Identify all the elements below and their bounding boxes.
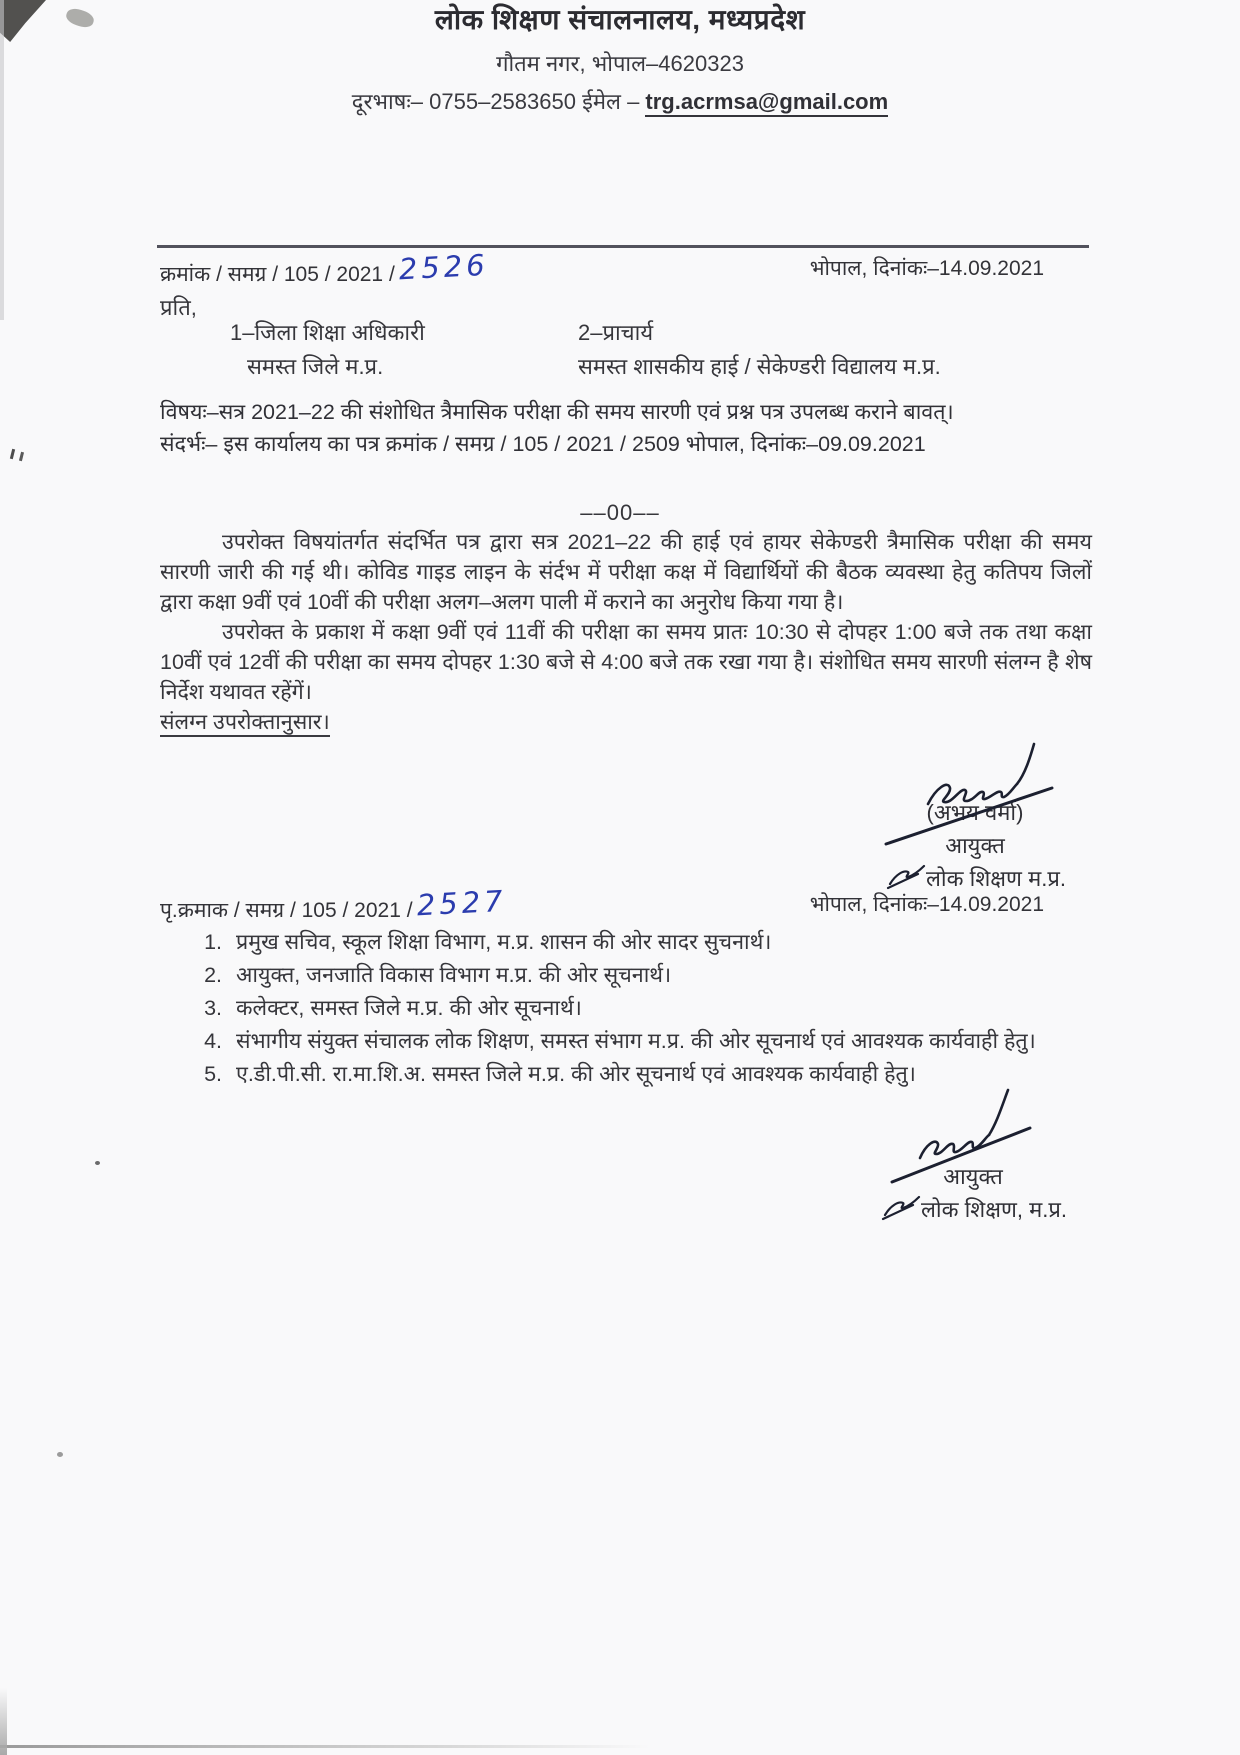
letter-body [160,527,1092,737]
scan-artifact-dot [57,1452,63,1457]
endorsement-copy-list [198,926,1098,1091]
endorsement-place-date: भोपाल, दिनांकः–14.09.2021 [809,893,1044,916]
scan-artifact-bottom-edge [0,1745,650,1748]
section-separator: ––00–– [580,500,660,525]
scan-artifact-bottom-smudge [0,1688,7,1755]
signatory-designation: आयुक्त [945,833,1005,858]
subject-line: विषयः–सत्र 2021–22 की संशोधित त्रैमासिक परीक्षा की समय सारणी एवं प्रश्न पत्र उपलब्ध कराने बावत्। [160,400,954,424]
org-name: लोक शिक्षण संचालनालय, मध्यप्रदेश [434,4,806,35]
list-item: 3. कलेक्टर, समस्त जिले म.प्र. की ओर सूचनार्थ। [204,996,582,1020]
letter-number [160,247,490,288]
org-contact [0,86,1240,116]
org-address: गौतम नगर, भोपाल–4620323 [496,51,744,76]
enclosure-note: संलग्न उपरोक्तानुसार। [160,707,1092,737]
signatory-name: (अभय वर्मा) [926,800,1024,825]
initials-flourish-icon [879,1193,923,1223]
signature-block-commissioner-2 [848,1160,1098,1226]
place-date: भोपाल, दिनांकः–14.09.2021 [809,257,1044,280]
header-divider [157,245,1089,248]
letter-number-handwritten: 2526 [397,247,490,287]
list-item: 5. ए.डी.पी.सी. रा.मा.शि.अ. समस्त जिले म.प्र. की ओर सूचनार्थ एवं आवश्यक कार्यवाही हेतु। [204,1062,916,1086]
list-item: 1. प्रमुख सचिव, स्कूल शिक्षा विभाग, म.प्र. शासन की ओर सादर सुचनार्थ। [204,930,772,954]
body-paragraph-2: उपरोक्त के प्रकाश में कक्षा 9वीं एवं 11वीं की परीक्षा का समय प्रातः 10:30 से दोपहर 1:00 बजे तक तथा कक्षा 10वीं एवं 12वीं की परीक्षा का समय दोपहर 1:30 बजे से 4:00 बजे तक रखा गया है। संशोधित समय सारणी संलग्न है शेष निर्देश यथावत रहेंगें। [160,620,1092,704]
salutation: प्रति, [160,295,197,320]
scan-artifact-tick [10,449,15,459]
signatory-designation: आयुक्त [943,1164,1003,1189]
recipient-column-1 [230,316,425,384]
endorsement-number-line [160,883,1044,924]
recipient-line: समस्त जिले म.प्र. [247,354,384,379]
endorsement-number-printed: पृ.क्रमाक / समग्र / 105 / 2021 / [160,899,413,922]
letterhead [0,0,1240,116]
endorsement-number-handwritten: 2527 [415,883,507,923]
recipient-line: 1–जिला शिक्षा अधिकारी [230,320,425,345]
scan-artifact-dot [95,1161,100,1165]
recipient-line: 2–प्राचार्य [578,320,654,345]
email-text: trg.acrmsa@gmail.com [645,89,888,117]
reference-number-line [160,247,1044,288]
list-item: 4. संभागीय संयुक्त संचालक लोक शिक्षण, समस्त संभाग म.प्र. की ओर सूचनार्थ एवं आवश्यक कार्यवाही हेतु। [204,1029,1036,1053]
signature-block-commissioner [840,796,1110,895]
initials-flourish-icon [884,862,928,892]
phone-label: दूरभाषः– 0755–2583650 ईमेल – [351,89,646,114]
body-paragraph-1: उपरोक्त विषयांतर्गत संदर्भित पत्र द्वारा सत्र 2021–22 की हाई एवं हायर सेकेण्डरी त्रैमासिक परीक्षा की समय सारणी जारी की गई थी। कोविड गाइड लाइन के संर्दभ में परीक्षा कक्ष में विद्यार्थियों की बैठक व्यवस्था हेतु कतिपय जिलों द्वारा कक्षा 9वीं एवं 10वीं की परीक्षा अलग–अलग पाली में कराने का अनुरोध किया गया है। [160,530,1092,614]
scan-artifact-tick [19,452,24,461]
list-item: 2. आयुक्त, जनजाति विकास विभाग म.प्र. की ओर सूचनार्थ। [204,963,672,987]
letter-number-printed: क्रमांक / समग्र / 105 / 2021 / [160,263,395,286]
reference-line: संदर्भः– इस कार्यालय का पत्र क्रमांक / समग्र / 105 / 2021 / 2509 भोपाल, दिनांकः–09.09.2021 [160,432,926,456]
signatory-org: लोक शिक्षण, म.प्र. [848,1193,1098,1226]
recipient-line: समस्त शासकीय हाई / सेकेण्डरी विद्यालय म.प्र. [578,354,941,379]
signatory-org: लोक शिक्षण म.प्र. [840,862,1110,895]
endorsement-number [160,883,507,924]
recipient-column-2 [578,316,941,384]
